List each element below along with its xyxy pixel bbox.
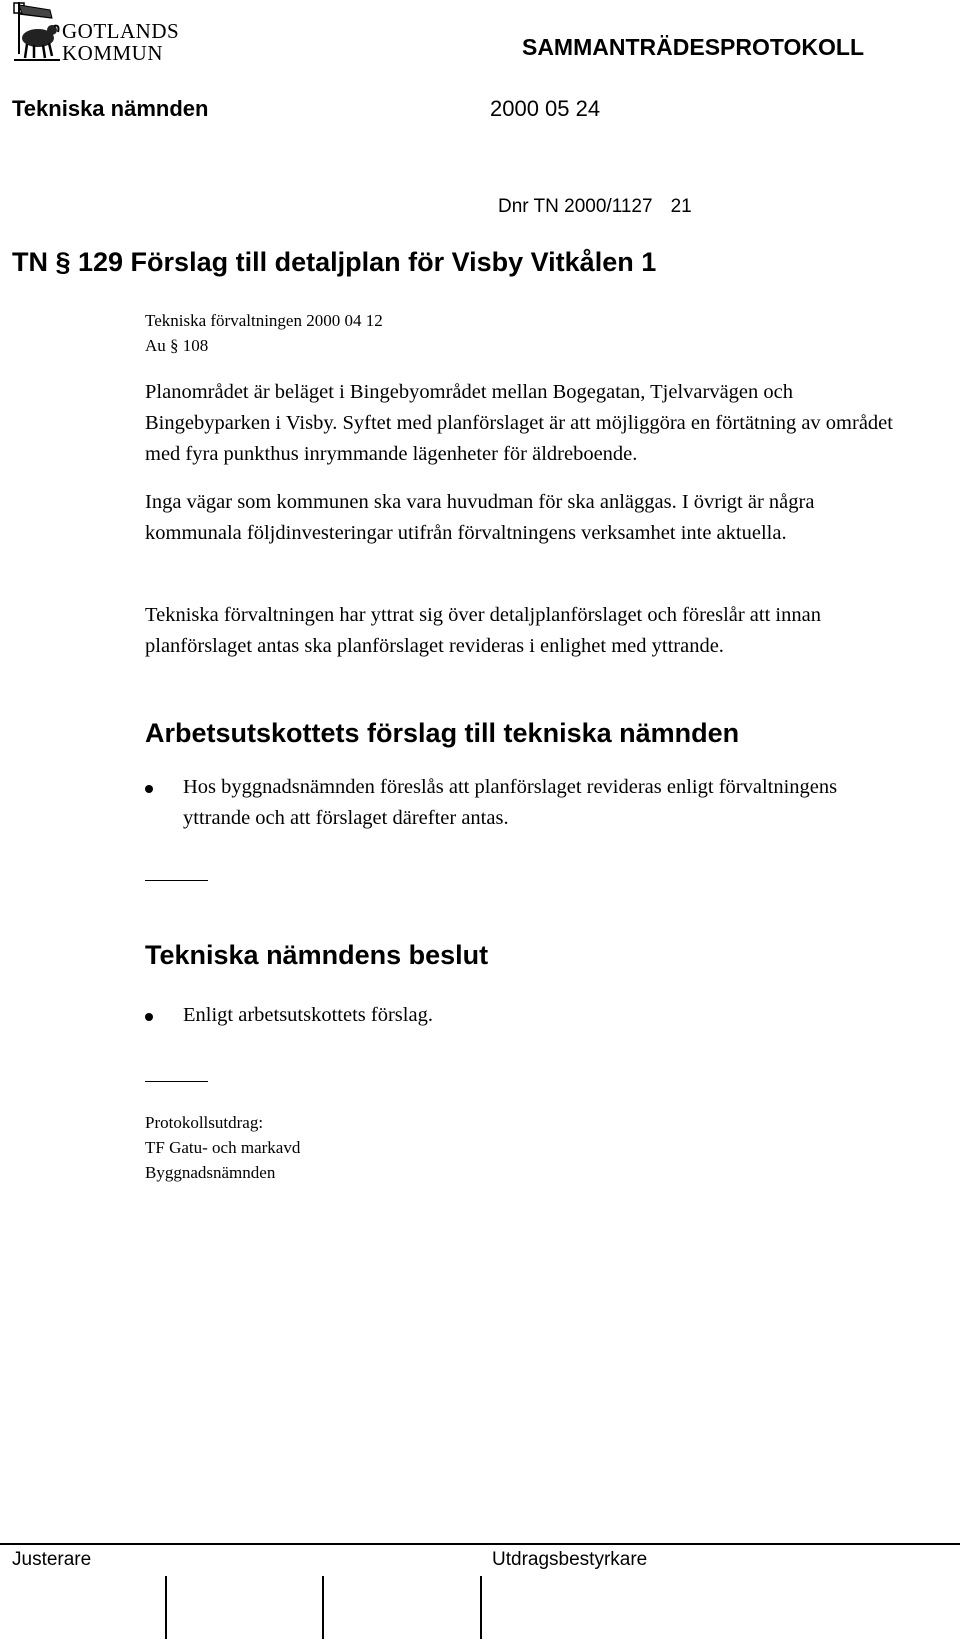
- ram-emblem-icon: [12, 2, 64, 66]
- bullet-icon: [145, 785, 153, 793]
- page-number: 21: [670, 196, 692, 217]
- extract-label: Protokollsutdrag:: [145, 1113, 264, 1132]
- extract-recipient: TF Gatu- och markavd: [145, 1138, 301, 1157]
- bullet-icon: [145, 1013, 153, 1021]
- signature-box-divider: [322, 1576, 324, 1639]
- paragraph-statement: Tekniska förvaltningen har yttrat sig över detaljplanförslaget och föreslår att innan planförslaget antas ska planförslaget revideras i enlighet med yttrande.: [145, 604, 821, 657]
- section-title: TN § 129 Förslag till detaljplan för Visby Vitkålen 1: [12, 247, 657, 277]
- gotlands-kommun-logo: [12, 2, 182, 68]
- footer-rule: [0, 1543, 960, 1545]
- au-proposal-text: Hos byggnadsnämnden föreslås att planförslaget revideras enligt förvaltningens yttrande och att förslaget därefter antas.: [183, 776, 838, 829]
- heading-au-proposal: Arbetsutskottets förslag till tekniska nämnden: [145, 718, 740, 748]
- extract-recipient: Byggnadsnämnden: [145, 1163, 276, 1182]
- heading-decision: Tekniska nämndens beslut: [145, 940, 489, 970]
- logo-text-gotlands: GOTLANDS: [62, 19, 180, 43]
- reference-line: Tekniska förvaltningen 2000 04 12: [145, 311, 383, 330]
- document-type: SAMMANTRÄDESPROTOKOLL: [521, 34, 864, 60]
- footer-certifier-label: Utdragsbestyrkare: [492, 1549, 648, 1570]
- meeting-date: 2000 05 24: [490, 96, 601, 121]
- protocol-extract: [145, 1110, 300, 1185]
- references: [145, 308, 383, 358]
- paragraph-roads: Inga vägar som kommunen ska vara huvudman för ska anläggas. I övrigt är några kommunala följdinvesteringar utifrån förvaltningens verksamhet inte aktuella.: [145, 491, 815, 544]
- logo-text-kommun: KOMMUN: [62, 41, 164, 65]
- separator-line: [145, 1081, 208, 1082]
- decision-item: [145, 1000, 905, 1031]
- au-proposal-item: [145, 772, 905, 834]
- reference-number: [498, 196, 692, 218]
- signature-box-divider: [480, 1576, 482, 1639]
- signature-box-divider: [165, 1576, 167, 1639]
- footer-adjuster-label: Justerare: [12, 1549, 92, 1570]
- dnr-text: Dnr TN 2000/1127: [498, 196, 653, 217]
- paragraph-plan-area: Planområdet är beläget i Bingebyområdet mellan Bogegatan, Tjelvarvägen och Bingebyparken i Visby. Syftet med planförslaget är att möjliggöra en förtätning av området med fyra punkthus inrymmande lägenheter för äldreboende.: [145, 381, 893, 465]
- decision-text: Enligt arbetsutskottets förslag.: [183, 1004, 433, 1026]
- reference-line: Au § 108: [145, 336, 209, 355]
- separator-line: [145, 880, 208, 881]
- committee-name: Tekniska nämnden: [12, 96, 209, 121]
